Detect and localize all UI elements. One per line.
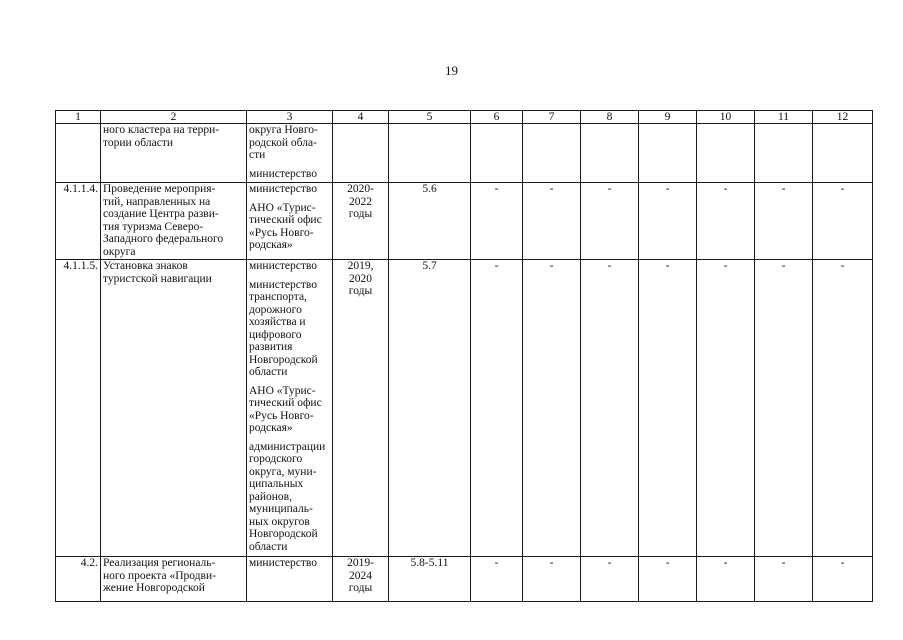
indicator-cell	[389, 124, 471, 183]
header-cell: 4	[333, 111, 389, 124]
measure-name: Установка знаков туристской навигации	[101, 260, 247, 557]
measure-name: Проведение мероприя- тий, направленных на создание Центра разви- тия туризма Северо- Западного федерального округа	[101, 183, 247, 260]
value-cell: -	[639, 557, 697, 602]
value-cell: -	[697, 557, 755, 602]
table-row	[56, 183, 873, 260]
period-cell: 2019- 2024 годы	[333, 557, 389, 602]
header-cell: 2	[101, 111, 247, 124]
item-number: 4.2.	[56, 557, 101, 602]
executors-cell	[247, 557, 333, 602]
executor-item: министерство	[249, 183, 317, 195]
table-row	[56, 260, 873, 557]
header-cell: 7	[523, 111, 581, 124]
value-cell: -	[523, 183, 581, 260]
value-cell	[581, 124, 639, 183]
period-cell	[333, 124, 389, 183]
table-row	[56, 124, 873, 183]
value-cell: -	[697, 260, 755, 557]
table-row	[56, 557, 873, 602]
value-cell	[813, 124, 873, 183]
period-cell: 2019, 2020 годы	[333, 260, 389, 557]
value-cell: -	[639, 260, 697, 557]
indicator-cell: 5.7	[389, 260, 471, 557]
executor-item: министерство	[249, 557, 317, 569]
value-cell	[639, 124, 697, 183]
item-number	[56, 124, 101, 183]
value-cell: -	[523, 260, 581, 557]
value-cell: -	[755, 557, 813, 602]
value-cell: -	[581, 557, 639, 602]
value-cell: -	[813, 557, 873, 602]
header-cell: 11	[755, 111, 813, 124]
value-cell: -	[639, 183, 697, 260]
header-cell: 1	[56, 111, 101, 124]
value-cell: -	[581, 260, 639, 557]
value-cell	[697, 124, 755, 183]
value-cell: -	[581, 183, 639, 260]
item-number: 4.1.1.4.	[56, 183, 101, 260]
executor-item: АНО «Турис- тический офис «Русь Новго- родская»	[249, 384, 322, 434]
value-cell	[471, 124, 523, 183]
executor-item: министерство	[249, 167, 317, 180]
page-number: 19	[445, 63, 458, 78]
value-cell: -	[471, 557, 523, 602]
value-cell: -	[813, 260, 873, 557]
indicator-cell: 5.6	[389, 183, 471, 260]
value-cell: -	[471, 260, 523, 557]
executor-item: АНО «Турис- тический офис «Русь Новго- родская»	[249, 201, 322, 251]
executor-item: министерство	[249, 260, 317, 272]
header-cell: 3	[247, 111, 333, 124]
header-cell: 6	[471, 111, 523, 124]
value-cell	[755, 124, 813, 183]
value-cell: -	[755, 183, 813, 260]
measure-name: ного кластера на терри- тории области	[101, 124, 247, 183]
executors-cell	[247, 260, 333, 557]
header-cell: 12	[813, 111, 873, 124]
value-cell	[523, 124, 581, 183]
measures-table	[55, 110, 873, 602]
executor-item: министерство транспорта, дорожного хозяйства и цифрового развития Новгородской области	[249, 278, 318, 378]
header-cell: 10	[697, 111, 755, 124]
header-cell: 9	[639, 111, 697, 124]
executor-item: округа Новго- родской обла- сти	[249, 124, 318, 161]
item-number: 4.1.1.5.	[56, 260, 101, 557]
header-cell: 5	[389, 111, 471, 124]
value-cell: -	[697, 183, 755, 260]
value-cell: -	[813, 183, 873, 260]
value-cell: -	[755, 260, 813, 557]
value-cell: -	[471, 183, 523, 260]
executors-cell	[247, 183, 333, 260]
executors-cell	[247, 124, 333, 183]
header-row	[56, 111, 873, 124]
measure-name: Реализация региональ- ного проекта «Продви- жение Новгородской	[101, 557, 247, 602]
executor-item: администрации городского округа, муни- ципальных районов, муниципаль- ных округов Новгородской области	[249, 440, 326, 553]
header-cell: 8	[581, 111, 639, 124]
value-cell: -	[523, 557, 581, 602]
indicator-cell: 5.8-5.11	[389, 557, 471, 602]
period-cell: 2020- 2022 годы	[333, 183, 389, 260]
table-body	[56, 124, 873, 602]
